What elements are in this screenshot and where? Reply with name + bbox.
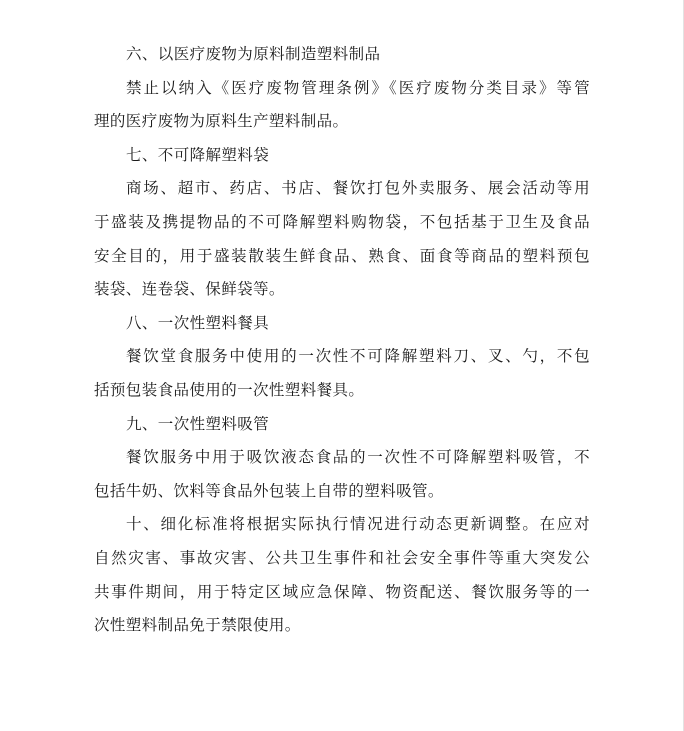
section-8-paragraph [94, 340, 590, 407]
document-body [94, 38, 590, 643]
section-heading-9: 九、一次性塑料吸管 [126, 414, 270, 433]
paragraph-line: 共事件期间，用于特定区域应急保障、物资配送、餐饮服务等的一 [94, 582, 590, 601]
paragraph-line: 禁止以纳入《医疗废物管理条例》《医疗废物分类目录》等管 [126, 78, 590, 97]
section-6-paragraph [94, 72, 590, 139]
section-heading-8: 八、一次性塑料餐具 [126, 313, 270, 332]
paragraph-line: 餐饮服务中用于吸饮液态食品的一次性不可降解塑料吸管，不 [126, 448, 590, 467]
paragraph-line: 次性塑料制品免于禁限使用。 [94, 616, 301, 635]
paragraph-line: 安全目的，用于盛装散装生鲜食品、熟食、面食等商品的塑料预包 [94, 246, 590, 265]
section-heading-7: 七、不可降解塑料袋 [126, 145, 270, 164]
paragraph-line: 括预包装食品使用的一次性塑料餐具。 [94, 380, 365, 399]
paragraph-line: 理的医疗废物为原料生产塑料制品。 [94, 112, 349, 131]
section-10-paragraph [94, 508, 590, 642]
section-7-paragraph [94, 172, 590, 306]
paragraph-line: 装袋、连卷袋、保鲜袋等。 [94, 280, 285, 299]
paragraph-line: 十、细化标准将根据实际执行情况进行动态更新调整。在应对 [126, 515, 590, 534]
paragraph-line: 包括牛奶、饮料等食品外包装上自带的塑料吸管。 [94, 481, 444, 500]
section-heading-6: 六、以医疗废物为原料制造塑料制品 [126, 45, 381, 63]
section-9-paragraph [94, 441, 590, 508]
paragraph-line: 餐饮堂食服务中使用的一次性不可降解塑料刀、叉、勺，不包 [126, 347, 590, 366]
paragraph-line: 商场、超市、药店、书店、餐饮打包外卖服务、展会活动等用 [126, 179, 590, 198]
paragraph-line: 自然灾害、事故灾害、公共卫生事件和社会安全事件等重大突发公 [94, 548, 590, 567]
paragraph-line: 于盛装及携提物品的不可降解塑料购物袋，不包括基于卫生及食品 [94, 212, 590, 231]
